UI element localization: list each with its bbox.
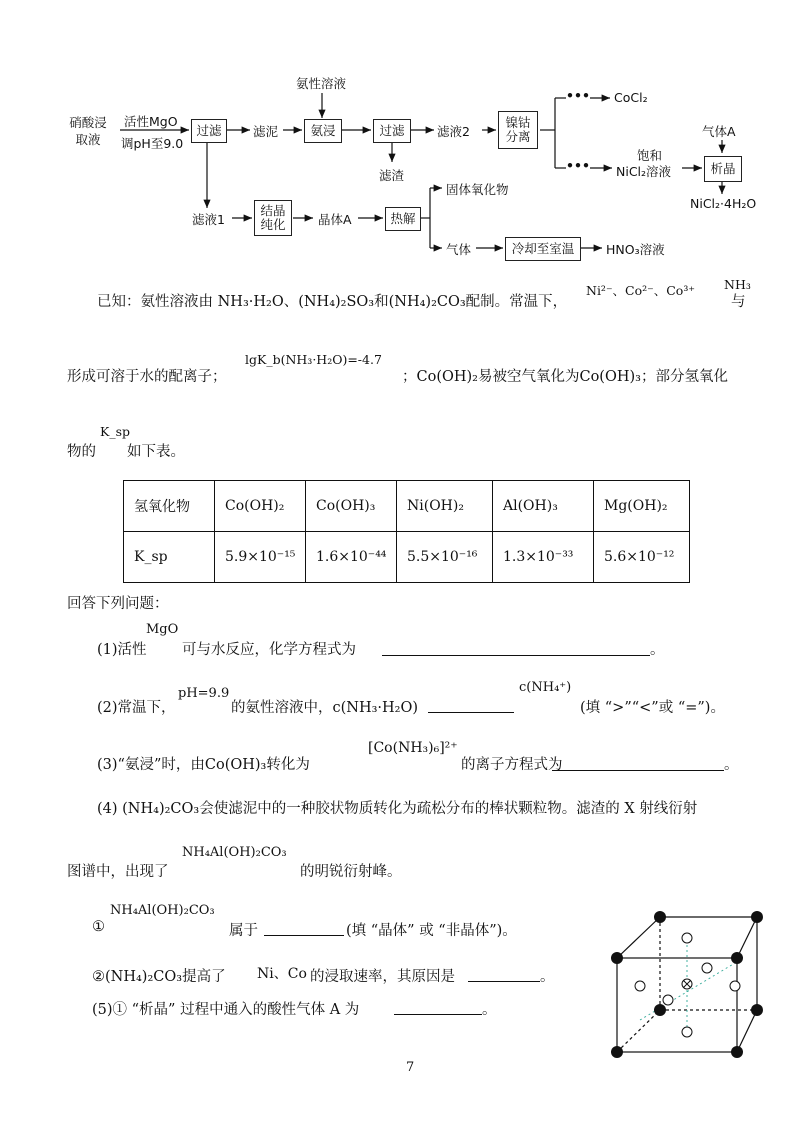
flow-crystal-a: 晶体A	[318, 212, 352, 227]
q2-text-c: (填 “>”“<”或 “=”)。	[580, 700, 725, 716]
flow-ni-co-separation-box: 镍钴分离	[498, 111, 538, 149]
q5-text-a: (5)① “析晶” 过程中通入的酸性气体 A 为	[92, 1002, 360, 1018]
q5-text-b: 。	[482, 1002, 497, 1018]
known-line2a: 形成可溶于水的配离子；	[67, 369, 227, 385]
flow-filtrate2: 滤液2	[437, 124, 470, 139]
ksp-row-label: K_sp	[124, 532, 215, 583]
q4-formula: NH₄Al(OH)₂CO₃	[182, 845, 287, 860]
flow-pyrolysis-box: 热解	[385, 207, 421, 231]
q4-1-answer-blank[interactable]	[264, 934, 344, 936]
q4-2-answer-blank[interactable]	[468, 980, 540, 982]
q4-1-formula: NH₄Al(OH)₂CO₃	[110, 903, 215, 918]
ksp-value-row	[124, 532, 690, 583]
flow-solid-oxide: 固体氧化物	[446, 182, 509, 197]
flow-sat-nicl2-line2: NiCl₂溶液	[616, 164, 672, 179]
flow-filtrate1: 滤液1	[192, 212, 225, 227]
ksp-val-4: 5.6×10⁻¹²	[594, 532, 690, 583]
flow-purify-box: 结晶纯化	[254, 200, 292, 236]
ksp-header-label: 氢氧化物	[124, 481, 215, 532]
q4-2-text-a: ②(NH₄)₂CO₃提高了	[92, 969, 226, 985]
known-ions: Ni²⁻、Co²⁻、Co³⁺	[586, 283, 695, 298]
flow-residue: 滤渣	[379, 168, 405, 183]
known-line3b: 如下表。	[127, 444, 185, 460]
q1-text-c: 。	[650, 642, 665, 658]
known-line1: 已知：氨性溶液由 NH₃·H₂O、(NH₄)₂SO₃和(NH₄)₂CO₃配制。常温下，	[97, 294, 568, 310]
q1-answer-blank[interactable]	[382, 654, 650, 656]
known-ksp: K_sp	[100, 424, 131, 439]
flow-ammonia-solution: 氨性溶液	[296, 76, 347, 91]
flow-ammonia-leach-box: 氨浸	[304, 119, 342, 143]
q1-mgo: MgO	[146, 622, 179, 637]
q4-2-text-c: 。	[540, 969, 555, 985]
flow-mgo-label: 活性MgO	[124, 114, 178, 129]
q4-2-ions: Ni、Co	[257, 966, 307, 982]
q3-complex: [Co(NH₃)₆]²⁺	[368, 740, 458, 756]
q2-c-nh4: c(NH₄⁺)	[519, 680, 572, 695]
flow-sat-nicl2-line1: 饱和	[637, 148, 663, 163]
flow-filter2-box: 过滤	[373, 119, 411, 143]
q4-text-b: 图谱中，出现了	[67, 864, 169, 880]
q4-1-text-c: (填 “晶体” 或 “非晶体”)。	[346, 923, 517, 939]
q2-text-b: 的氨性溶液中，c(NH₃·H₂O)	[231, 700, 419, 716]
answer-intro: 回答下列问题：	[67, 596, 169, 612]
ksp-val-0: 5.9×10⁻¹⁵	[215, 532, 306, 583]
known-line3a: 物的	[67, 444, 96, 460]
flow-cocl2: CoCl₂	[614, 90, 648, 105]
known-lgkb: lgK_b(NH₃·H₂O)=-4.7	[245, 352, 382, 367]
q4-2-text-b: 的浸取速率，其原因是	[310, 969, 455, 985]
flow-gas-a: 气体A	[702, 124, 736, 139]
page-number: 7	[406, 1060, 415, 1075]
known-line2b: ；Co(OH)₂易被空气氧化为Co(OH)₃；部分氢氧化	[402, 369, 728, 385]
flow-crystallize-box: 析晶	[704, 156, 742, 182]
ksp-header-row	[124, 481, 690, 532]
q3-text-c: 。	[724, 757, 739, 773]
flow-sludge: 滤泥	[253, 124, 279, 139]
known-nh3: NH₃	[724, 277, 751, 292]
q4-1-text-b: 属于	[229, 923, 258, 939]
flow-dots-top: •••	[566, 88, 590, 103]
q3-text-a: (3)“氨浸”时，由Co(OH)₃转化为	[97, 757, 310, 773]
q4-text-a: (4) (NH₄)₂CO₃会使滤泥中的一种胶状物质转化为疏松分布的棒状颗粒物。滤渣的 X 射线衍射	[97, 801, 698, 817]
flow-ph-label: 调pH至9.0	[121, 136, 184, 151]
flow-product: NiCl₂·4H₂O	[690, 196, 757, 211]
q2-ph: pH=9.9	[178, 686, 230, 701]
ksp-table	[123, 480, 690, 583]
ksp-col-0: Co(OH)₂	[215, 481, 306, 532]
ksp-col-2: Ni(OH)₂	[397, 481, 493, 532]
flow-hno3: HNO₃溶液	[606, 242, 665, 257]
flow-filter1-box: 过滤	[191, 119, 227, 143]
known-with: 与	[731, 294, 746, 310]
q3-text-b: 的离子方程式为	[461, 757, 563, 773]
q2-text-a: (2)常温下，	[97, 700, 176, 716]
q4-text-c: 的明锐衍射峰。	[300, 864, 402, 880]
flow-cool-box: 冷却至室温	[505, 237, 581, 261]
q3-answer-blank[interactable]	[552, 769, 724, 771]
ksp-val-1: 1.6×10⁻⁴⁴	[306, 532, 397, 583]
ksp-val-3: 1.3×10⁻³³	[493, 532, 594, 583]
flow-gas: 气体	[446, 242, 472, 257]
ksp-col-3: Al(OH)₃	[493, 481, 594, 532]
q2-answer-blank[interactable]	[428, 711, 514, 713]
q4-1-text-a: ①	[92, 919, 105, 935]
q5-answer-blank[interactable]	[394, 1013, 482, 1015]
q1-text-a: (1)活性	[97, 642, 147, 658]
ksp-col-4: Mg(OH)₂	[594, 481, 690, 532]
ksp-col-1: Co(OH)₃	[306, 481, 397, 532]
q1-text-b: 可与水反应，化学方程式为	[182, 642, 356, 658]
flow-start: 硝酸浸取液	[69, 115, 107, 147]
flow-dots-bottom: •••	[566, 158, 590, 173]
ksp-val-2: 5.5×10⁻¹⁶	[397, 532, 493, 583]
